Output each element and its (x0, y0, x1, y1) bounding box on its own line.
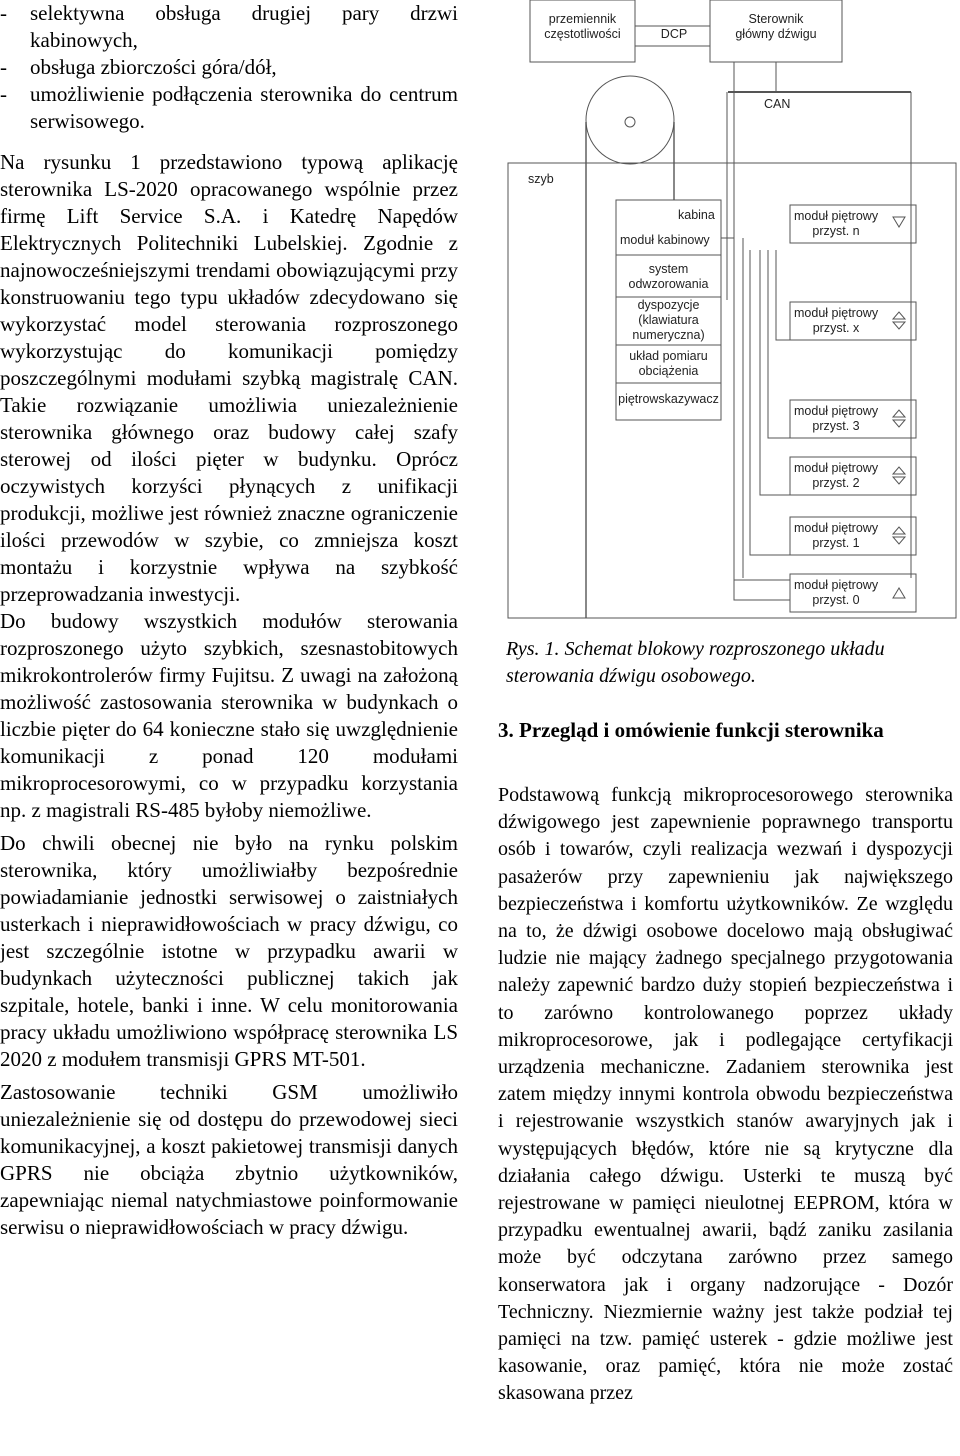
list-item: - obsługa zbiorczości góra/dół, (0, 54, 458, 81)
inverter-label (530, 12, 635, 42)
left-column (0, 0, 458, 1241)
shaft-box (508, 163, 956, 618)
floor-module-label (794, 404, 878, 434)
floor-module-line1: moduł piętrowy (794, 578, 879, 592)
can-label: CAN (764, 97, 791, 111)
shaft-label: szyb (528, 172, 554, 186)
floor-module-label (794, 306, 878, 336)
floor-module-line2: przyst. 0 (812, 593, 860, 607)
arrow-updown-icon (891, 408, 907, 430)
arrow-updown-icon (891, 310, 907, 332)
list-item: - umożliwienie podłączenia sterownika do centrum serwisowego. (0, 81, 458, 135)
arrow-up-icon (891, 582, 907, 604)
floor-module-line1: moduł piętrowy (794, 209, 879, 223)
floor-module-label (794, 521, 878, 551)
floor-module-label (794, 209, 878, 239)
cabin-item-line: system (648, 262, 689, 276)
cabin-item-line: obciążenia (638, 364, 699, 378)
feature-list (0, 0, 458, 135)
cabin-item-keypad (616, 298, 721, 343)
paragraph: Na rysunku 1 przedstawiono typową aplikację sterownika LS-2020 opracowanego wspólnie przez firmę Lift Service S.A. i Katedrę Napędów Elektrycznych Politechniki Lubelskiej. Zgodnie z najnowocześniejszymi trendami obowiązującymi przy konstruowaniu tego typu układów zdecydowano się wykorzystać model sterowania rozproszonego wykorzystując do komunikacji pomiędzy poszczególnymi modułami szybką magistralę CAN. Takie rozwiązanie umożliwia uniezależnienie sterownika głównego oraz budowy całej szafy sterowej od ilości pięter w budynku. Oprócz oczywistych korzyści płynących z unifikacji produkcji, możliwe jest również znaczne ograniczenie ilości przewodów w szybie, co zmniejsza koszt montażu i korzystnie wpływa na szybkość przeprowadzania inwestycji. (0, 150, 458, 606)
cabin-item-line: odwzorowania (628, 277, 709, 291)
floor-module-line1: moduł piętrowy (794, 306, 879, 320)
floor-module-label (794, 578, 878, 608)
floor-module-label (794, 461, 878, 491)
main-controller-line2: główny dźwigu (735, 27, 817, 41)
floor-module-line2: przyst. 3 (812, 419, 860, 433)
floor-module-line2: przyst. 2 (812, 476, 860, 490)
floor-module-line1: moduł piętrowy (794, 521, 879, 535)
cabin-item-line: dyspozycje (637, 298, 700, 312)
cabin-item-line: (klawiatura (638, 313, 699, 327)
floor-module-line2: przyst. n (812, 224, 860, 238)
section-body: Podstawową funkcją mikroprocesorowego sterownika dźwigowego jest zapewnienie poprawnego transportu osób i towarów, czyli realizacja wezwań i dyspozycji pasażerów przy zapewnieniu jak największego bezpieczeństwa i komfortu użytkowników. Ze względu na to, że dźwigi osobowe docelowo mają obsługiwać ludzie nie mający żadnego specjalnego przygotowania należy zapewnić bardzo duży stopień bezpieczeństwa i to zarówno kontrolowanego poprzez układy mikroprocesorowe, jak i podlegające certyfikacji urządzenia mechaniczne. Zadaniem sterownika jest zatem między innymi kontrola obwodu bezpieczeństwa i rejestrowanie wszystkich stanów awaryjnych jak i występujących błędów, które nie są krytyczne dla działania całego dźwigu. Usterki te muszą być rejestrowane w pamięci nieulotnej EEPROM, która w przypadku ewentualnej awarii, bądź zaniku zasilania może być odczytana zarówno przez samego konserwatora jak i organy nadzorujące - Dozór Techniczny. Niezmiernie ważny jest także podział tej pamięci na tzw. pamięć usterek - gdzie możliwe jest kasowanie, oraz pamięć, która nie może zostać skasowana przez (498, 784, 953, 1405)
section-title: 3. Przegląd i omówienie funkcji sterownika (498, 718, 884, 742)
main-controller-label (710, 12, 842, 42)
diagram-lines (498, 0, 958, 630)
right-column (498, 0, 958, 1405)
cabin-module-label: moduł kabinowy (620, 233, 710, 247)
inverter-label-line1: przemiennik (548, 12, 617, 26)
dcp-label: DCP (660, 27, 688, 41)
floor-module-line1: moduł piętrowy (794, 461, 879, 475)
floor-module-line1: moduł piętrowy (794, 404, 879, 418)
paragraph: Zastosowanie techniki GSM umożliwiło uniezależnienie się od dostępu do przewodowej sieci komunikacyjnej, a koszt pakietowej transmisji danych GPRS nie obciąża zbytnio użytkowników, zapewniając niemal natychmiastowe poinformowanie serwisu o nieprawidłowościach w pracy dźwigu. (0, 1080, 458, 1239)
cabin-item-indicator: piętrowskazywacz (618, 392, 719, 406)
inverter-label-line2: częstotliwości (544, 27, 621, 41)
cabin-item-line: numeryczna) (632, 328, 705, 342)
list-item: - selektywna obsługa drugiej pary drzwi kabinowych, (0, 0, 458, 54)
cabin-title: kabina (678, 208, 715, 222)
cabin-item-load (616, 349, 721, 379)
arrow-down-icon (891, 213, 907, 235)
cabin-item-line: układ pomiaru (629, 349, 708, 363)
paragraph: Do chwili obecnej nie było na rynku polskim sterownika, który umożliwiałby bezpośrednie powiadamianie jednostki serwisowej o zaistniałych usterkach i nieprawidłowościach w pracy dźwigu, co jest szczególnie istotne w przypadku awarii w budynkach użyteczności publicznej takich jak szpitale, hotele, banki i inne. W celu monitorowania pracy układu umożliwiono współpracę sterownika LS 2020 z modułem transmisji GPRS MT-501. (0, 831, 458, 1071)
cabin-item-mapping (616, 262, 721, 292)
floor-module-line2: przyst. x (812, 321, 860, 335)
block-diagram (498, 0, 958, 630)
main-controller-line1: Sterownik (748, 12, 804, 26)
arrow-updown-icon (891, 465, 907, 487)
arrow-updown-icon (891, 525, 907, 547)
paragraph: Do budowy wszystkich modułów sterowania rozproszonego użyto szybkich, szesnastobitowych mikrokontrolerów firmy Fujitsu. Z uwagi na założoną możliwość zastosowania sterownika w budynkach o liczbie pięter do 64 konieczne stało się uwzględnienie komunikacji z ponad 120 modułami mikroprocesorowymi, co w przypadku korzystania np. z magistrali RS-485 byłoby niemożliwe. (0, 609, 458, 822)
floor-module-line2: przyst. 1 (812, 536, 860, 550)
figure-caption: Rys. 1. Schemat blokowy rozproszonego układu sterowania dźwigu osobowego. (506, 638, 885, 687)
